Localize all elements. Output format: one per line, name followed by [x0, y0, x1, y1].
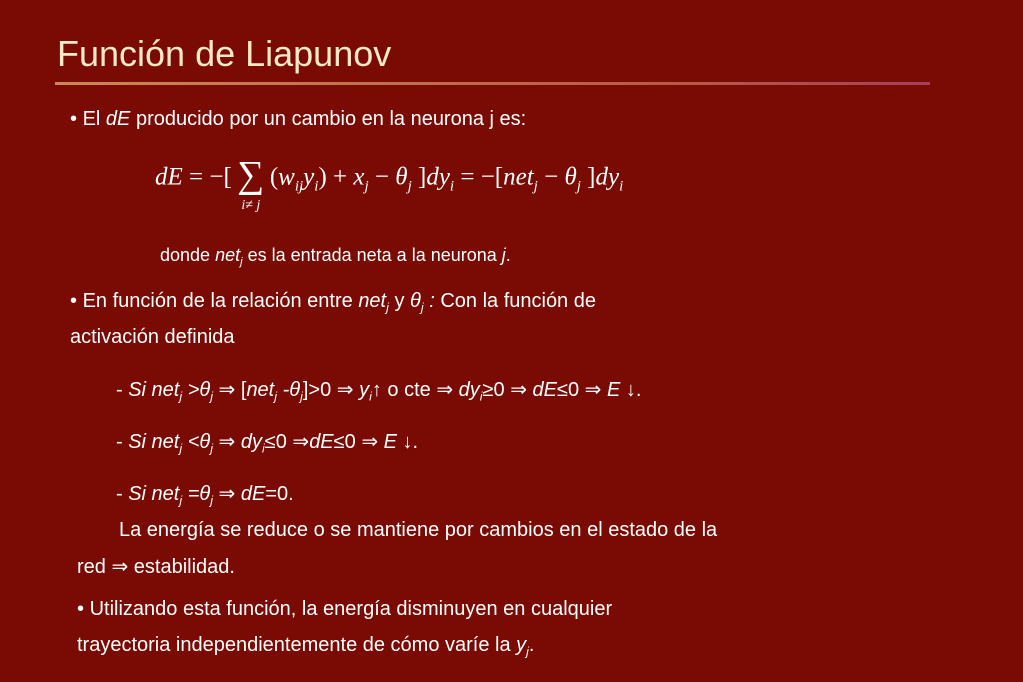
- case-1: [116, 378, 641, 402]
- case-1-E: E: [606, 379, 621, 401]
- eq-sum: [232, 154, 270, 213]
- case-1-minus-sub: j: [300, 389, 303, 404]
- energy-line-2: red ⇒ estabilidad.: [77, 556, 235, 578]
- down-arrow-icon: ↓: [396, 431, 413, 453]
- bullet-2-net-sub: j: [386, 300, 389, 315]
- case-2-si: Si net: [128, 431, 180, 453]
- bullet-2-theta-sub: j: [420, 300, 424, 315]
- case-1-end: .: [635, 379, 642, 401]
- bullet-2-post: Con la función de: [434, 290, 596, 312]
- eq-plus: +: [326, 163, 354, 191]
- eq-eq2: = −[: [454, 163, 504, 191]
- case-1-si-sub: j: [179, 389, 183, 404]
- case-3-eq: =θ: [182, 483, 211, 505]
- case-2-le0b: ≤0 ⇒: [333, 431, 384, 453]
- case-2-dy-sub: i: [262, 441, 265, 456]
- eq-net-sub: j: [533, 178, 538, 195]
- bullet-3-line-1: Utilizando esta función, la energía disminuyen en cualquier: [84, 598, 613, 620]
- eq-theta1-sub: j: [407, 178, 412, 195]
- eq-x: x: [353, 163, 365, 191]
- eq-dy1-sub: i: [449, 178, 455, 195]
- case-1-minus: -θ: [277, 379, 301, 401]
- bullet-marker: •: [70, 290, 78, 312]
- case-2: [116, 430, 418, 454]
- case-1-le0: ≤0 ⇒: [557, 379, 607, 401]
- bullet-1-post: producido por un cambio en la neurona j es:: [130, 108, 527, 130]
- case-2-lt: <θ: [182, 431, 211, 453]
- bullet-marker: •: [77, 598, 85, 620]
- case-1-y: y: [359, 379, 370, 401]
- case-1-gt0: ]>0 ⇒: [302, 379, 360, 401]
- bullet-1: [70, 107, 526, 131]
- eq-term-open: (: [269, 163, 279, 191]
- bullet-2-line-2: activación definida: [70, 326, 235, 348]
- eq-eq1: = −[: [182, 163, 232, 191]
- eq-w-sub: ij: [294, 178, 304, 195]
- bullet-2-theta: θ: [410, 290, 421, 312]
- eq-y-sub: i: [314, 178, 319, 195]
- case-2-E: E: [383, 431, 397, 453]
- case-3-si: Si net: [128, 483, 180, 505]
- bullet-3-end: .: [528, 634, 535, 656]
- eq-term-close: ): [318, 163, 327, 191]
- case-2-dE: dE: [309, 431, 334, 453]
- energy-line-1: La energía se reduce o se mantiene por cambios en el estado de la: [119, 519, 718, 541]
- case-1-y-sub: i: [369, 389, 372, 404]
- note-net: net: [215, 245, 241, 265]
- bullet-2: [70, 289, 596, 313]
- eq-theta2-sub: j: [576, 178, 581, 195]
- eq-dy2-sub: i: [619, 178, 624, 195]
- bullet-2-net: net: [358, 290, 387, 312]
- eq-dy2: dy: [595, 163, 620, 191]
- case-3-arrow: ⇒: [213, 483, 241, 505]
- eq-net: net: [503, 163, 534, 191]
- case-2-le0: ≤0 ⇒: [264, 431, 310, 453]
- bullet-1-italic: dE: [105, 108, 131, 130]
- title-divider: [55, 82, 930, 85]
- note-end: .: [505, 245, 511, 265]
- bullet-3: [77, 597, 612, 621]
- bullet-3-y: y: [516, 634, 527, 656]
- case-1-ge0: ≥0 ⇒: [482, 379, 533, 401]
- case-3-dE: dE: [240, 483, 266, 505]
- case-1-dy: dy: [458, 379, 480, 401]
- case-2-dash: -: [116, 431, 129, 453]
- bullet-3-y-sub: j: [526, 644, 529, 659]
- case-3-end: =0.: [265, 483, 294, 505]
- bullet-marker: •: [70, 108, 78, 130]
- sum-index: i≠ j: [241, 198, 261, 213]
- eq-x-sub: j: [364, 178, 369, 195]
- note-pre: donde: [160, 245, 216, 265]
- note-mid: es la entrada neta a la neurona: [242, 245, 502, 265]
- bullet-3-line-2: [77, 633, 534, 657]
- case-1-dE: dE: [532, 379, 557, 401]
- eq-theta2: θ: [564, 163, 577, 191]
- bullet-1-pre: El: [82, 108, 106, 130]
- case-3-eq-sub: j: [210, 493, 213, 508]
- case-1-octe: o cte ⇒: [381, 379, 459, 401]
- case-1-si: Si net: [128, 379, 180, 401]
- eq-bracket-close2: ]: [580, 163, 596, 191]
- case-1-dy-sub: i: [479, 389, 483, 404]
- case-3-si-sub: j: [179, 493, 183, 508]
- case-1-dash: -: [116, 379, 129, 401]
- case-2-end: .: [412, 431, 419, 453]
- energy-equation: [155, 154, 624, 213]
- eq-theta1: θ: [395, 163, 408, 191]
- down-arrow-icon: ↓: [620, 379, 636, 401]
- note-j: j: [501, 245, 506, 265]
- case-1-gt: >θ: [182, 379, 211, 401]
- bullet-2-y: y: [388, 290, 411, 312]
- case-1-net: net: [246, 379, 275, 401]
- case-1-arrow1: ⇒ [: [213, 379, 247, 401]
- bullet-2-pre: En función de la relación entre: [82, 290, 359, 312]
- case-1-gt-sub: j: [210, 389, 213, 404]
- case-1-net-sub: j: [274, 389, 278, 404]
- eq-minus2: −: [537, 163, 565, 191]
- case-2-si-sub: j: [179, 441, 183, 456]
- note-net-sub: j: [240, 255, 243, 268]
- eq-y: y: [303, 163, 315, 191]
- case-3-dash: -: [116, 483, 129, 505]
- sum-symbol: ∑: [237, 154, 265, 196]
- eq-w: w: [278, 163, 295, 191]
- eq-minus1: −: [368, 163, 396, 191]
- up-arrow-icon: ↑: [371, 379, 382, 401]
- eq-dy1: dy: [426, 163, 450, 191]
- eq-bracket-close1: ]: [411, 163, 427, 191]
- eq-lhs: dE: [155, 163, 183, 191]
- case-2-lt-sub: j: [210, 441, 213, 456]
- equation-note: [160, 245, 511, 267]
- case-3: [116, 482, 294, 506]
- bullet-2-colon: :: [423, 290, 435, 312]
- bullet-3-text: trayectoria independientemente de cómo varíe la: [77, 634, 517, 656]
- case-2-arrow1: ⇒: [213, 431, 241, 453]
- slide-title: Función de Liapunov: [57, 33, 392, 74]
- case-2-dy: dy: [240, 431, 262, 453]
